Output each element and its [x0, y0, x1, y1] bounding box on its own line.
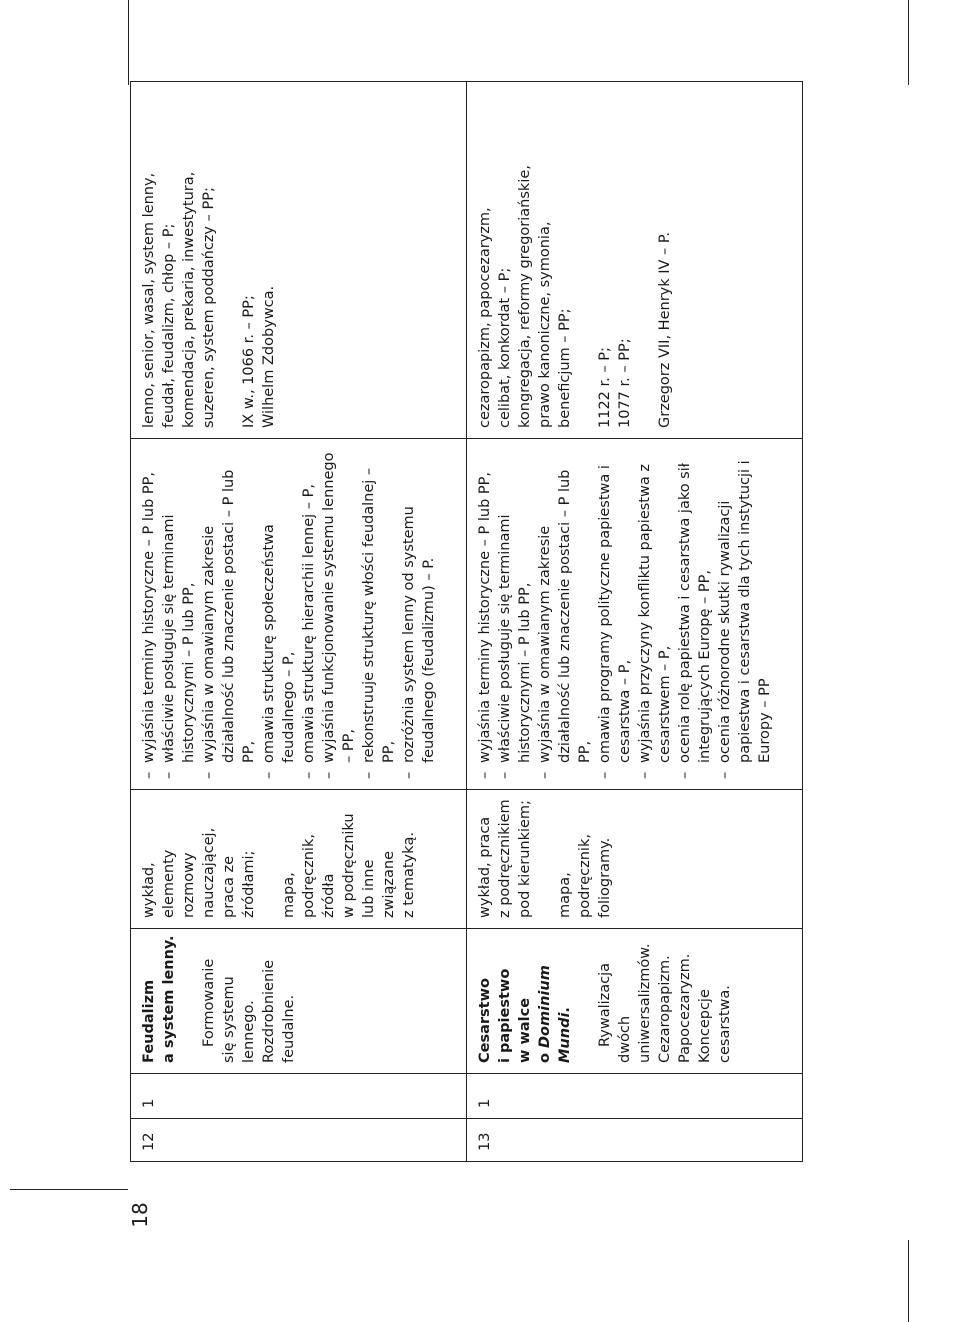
- resource-line: źródła: [321, 873, 337, 918]
- topic-point: lennego.: [241, 1000, 257, 1063]
- topic-point: Papocezaryzm.: [677, 953, 693, 1063]
- outcome-item: – omawia strukturę społeczeństwa feudalnego – P,: [259, 445, 299, 779]
- outcome-item: – wyjaśnia funkcjonowanie systemu lennego – PP,: [319, 445, 359, 779]
- lesson-terms: [131, 82, 467, 439]
- lesson-terms: [467, 82, 803, 439]
- outcome-item: – właściwie posługuje się terminami historycznymi – P lub PP,: [495, 445, 535, 779]
- topic-point: dwóch: [617, 1015, 633, 1063]
- method-line: nauczającej,: [201, 827, 217, 918]
- outcome-item: – omawia programy polityczne papiestwa i cesarstwa – P,: [595, 445, 635, 779]
- lesson-plan-table: [130, 81, 803, 1162]
- method-line: źródłami;: [241, 850, 257, 918]
- method-line: wykład, praca: [477, 816, 493, 918]
- outcome-item: – ocenia różnorodne skutki rywalizacji papiestwa i cesarstwa dla tych instytucji i Europy – PP: [715, 445, 775, 779]
- lesson-number: 12: [131, 1119, 467, 1162]
- lesson-methods: [467, 790, 803, 929]
- method-line: elementy: [161, 849, 177, 918]
- term-line: kongregacja, reformy gregoriańskie,: [517, 165, 533, 428]
- resource-line: podręcznik,: [301, 834, 317, 918]
- resource-line: podręcznik,: [577, 834, 593, 918]
- outcome-item: – wyjaśnia w omawianym zakresie działalność lub znaczenie postaci – P lub PP,: [535, 445, 595, 779]
- topic-point: Formowanie: [201, 958, 217, 1047]
- topic-title: Mundi.: [557, 1007, 573, 1063]
- topic-title: i papiestwo: [497, 968, 513, 1063]
- term-line: feudał, feudalizm, chłop – P;: [161, 223, 177, 428]
- topic-point: Rozdrobnienie: [261, 959, 277, 1063]
- outcome-item: – rozróżnia system lenny od systemu feudalnego (feudalizmu) – P.: [399, 445, 439, 779]
- outcome-item: – właściwie posługuje się terminami historycznymi – P lub PP,: [159, 445, 199, 779]
- term-line: prawo kanoniczne, symonia,: [537, 221, 553, 428]
- term-line: cezaropapizm, papocezaryzm,: [477, 207, 493, 428]
- lesson-number: 13: [467, 1119, 803, 1162]
- lesson-outcomes: [131, 439, 467, 790]
- crop-mark-top-left: [128, 0, 129, 85]
- lesson-plan-table-rotated: [130, 130, 803, 1162]
- date-line: IX w., 1066 r. – PP;: [241, 295, 257, 428]
- resource-line: w podręczniku: [341, 813, 357, 918]
- topic-title: a system lenny.: [161, 935, 177, 1063]
- person-line: Wilhelm Zdobywca.: [261, 285, 277, 428]
- resource-line: związane: [381, 851, 397, 918]
- topic-point: feudalne.: [281, 994, 297, 1063]
- lesson-outcomes: [467, 439, 803, 790]
- date-line: 1122 r. – P;: [597, 347, 613, 428]
- method-line: wykład,: [141, 862, 157, 918]
- method-line: praca ze: [221, 855, 237, 918]
- date-line: 1077 r. – PP;: [617, 338, 633, 428]
- outcome-item: – wyjaśnia przyczyny konfliktu papiestwa z cesarstwem – P,: [635, 445, 675, 779]
- resource-line: foliogramy.: [597, 837, 613, 918]
- crop-mark-top-right: [908, 0, 909, 85]
- topic-title: o Dominium: [537, 965, 553, 1063]
- outcome-item: – wyjaśnia w omawianym zakresie działalność lub znaczenie postaci – P lub PP,: [199, 445, 259, 779]
- crop-mark-bottom-right: [908, 1240, 909, 1322]
- method-line: pod kierunkiem;: [517, 800, 533, 918]
- topic-point: uniwersalizmów.: [637, 943, 653, 1063]
- resource-line: mapa,: [281, 872, 297, 918]
- lesson-topic: [131, 929, 467, 1074]
- outcome-item: – wyjaśnia terminy historyczne – P lub PP,: [139, 445, 159, 779]
- topic-title: w walce: [517, 997, 533, 1063]
- method-line: rozmowy: [181, 852, 197, 918]
- term-line: celibat, konkordat – P;: [497, 267, 513, 428]
- outcome-item: – wyjaśnia terminy historyczne – P lub PP,: [475, 445, 495, 779]
- term-line: lenno, senior, wasal, system lenny,: [141, 172, 157, 428]
- topic-title: Feudalizm: [141, 979, 157, 1063]
- page-separator-line: [10, 1189, 128, 1190]
- outcome-item: – omawia strukturę hierarchii lennej – P,: [299, 445, 319, 779]
- topic-point: cesarstwa.: [717, 985, 733, 1063]
- topic-title: Cesarstwo: [477, 978, 493, 1063]
- lesson-topic: [467, 929, 803, 1074]
- topic-point: się systemu: [221, 976, 237, 1063]
- page-number: 18: [128, 1202, 152, 1228]
- topic-point: Koncepcje: [697, 989, 713, 1063]
- person-line: Grzegorz VII, Henryk IV – P.: [657, 232, 673, 428]
- resource-line: lub inne: [361, 859, 377, 918]
- outcome-item: – rekonstruuje strukturę włości feudalnej – PP,: [359, 445, 399, 779]
- term-line: beneficjum – PP;: [557, 308, 573, 428]
- outcome-item: – ocenia rolę papiestwa i cesarstwa jako sił integrujących Europę – PP,: [675, 445, 715, 779]
- table-row: [467, 82, 803, 1162]
- resource-line: z tematyką.: [401, 832, 417, 918]
- term-line: komendacja, prekaria, inwestytura,: [181, 171, 197, 428]
- topic-point: Cezaropapizm.: [657, 955, 673, 1063]
- topic-point: Rywalizacja: [597, 962, 613, 1047]
- lesson-hours: 1: [467, 1074, 803, 1119]
- table-row: [131, 82, 467, 1162]
- term-line: suzeren, system poddańczy – PP;: [201, 187, 217, 428]
- resource-line: mapa,: [557, 872, 573, 918]
- method-line: z podręcznikiem: [497, 799, 513, 918]
- lesson-hours: 1: [131, 1074, 467, 1119]
- lesson-methods: [131, 790, 467, 929]
